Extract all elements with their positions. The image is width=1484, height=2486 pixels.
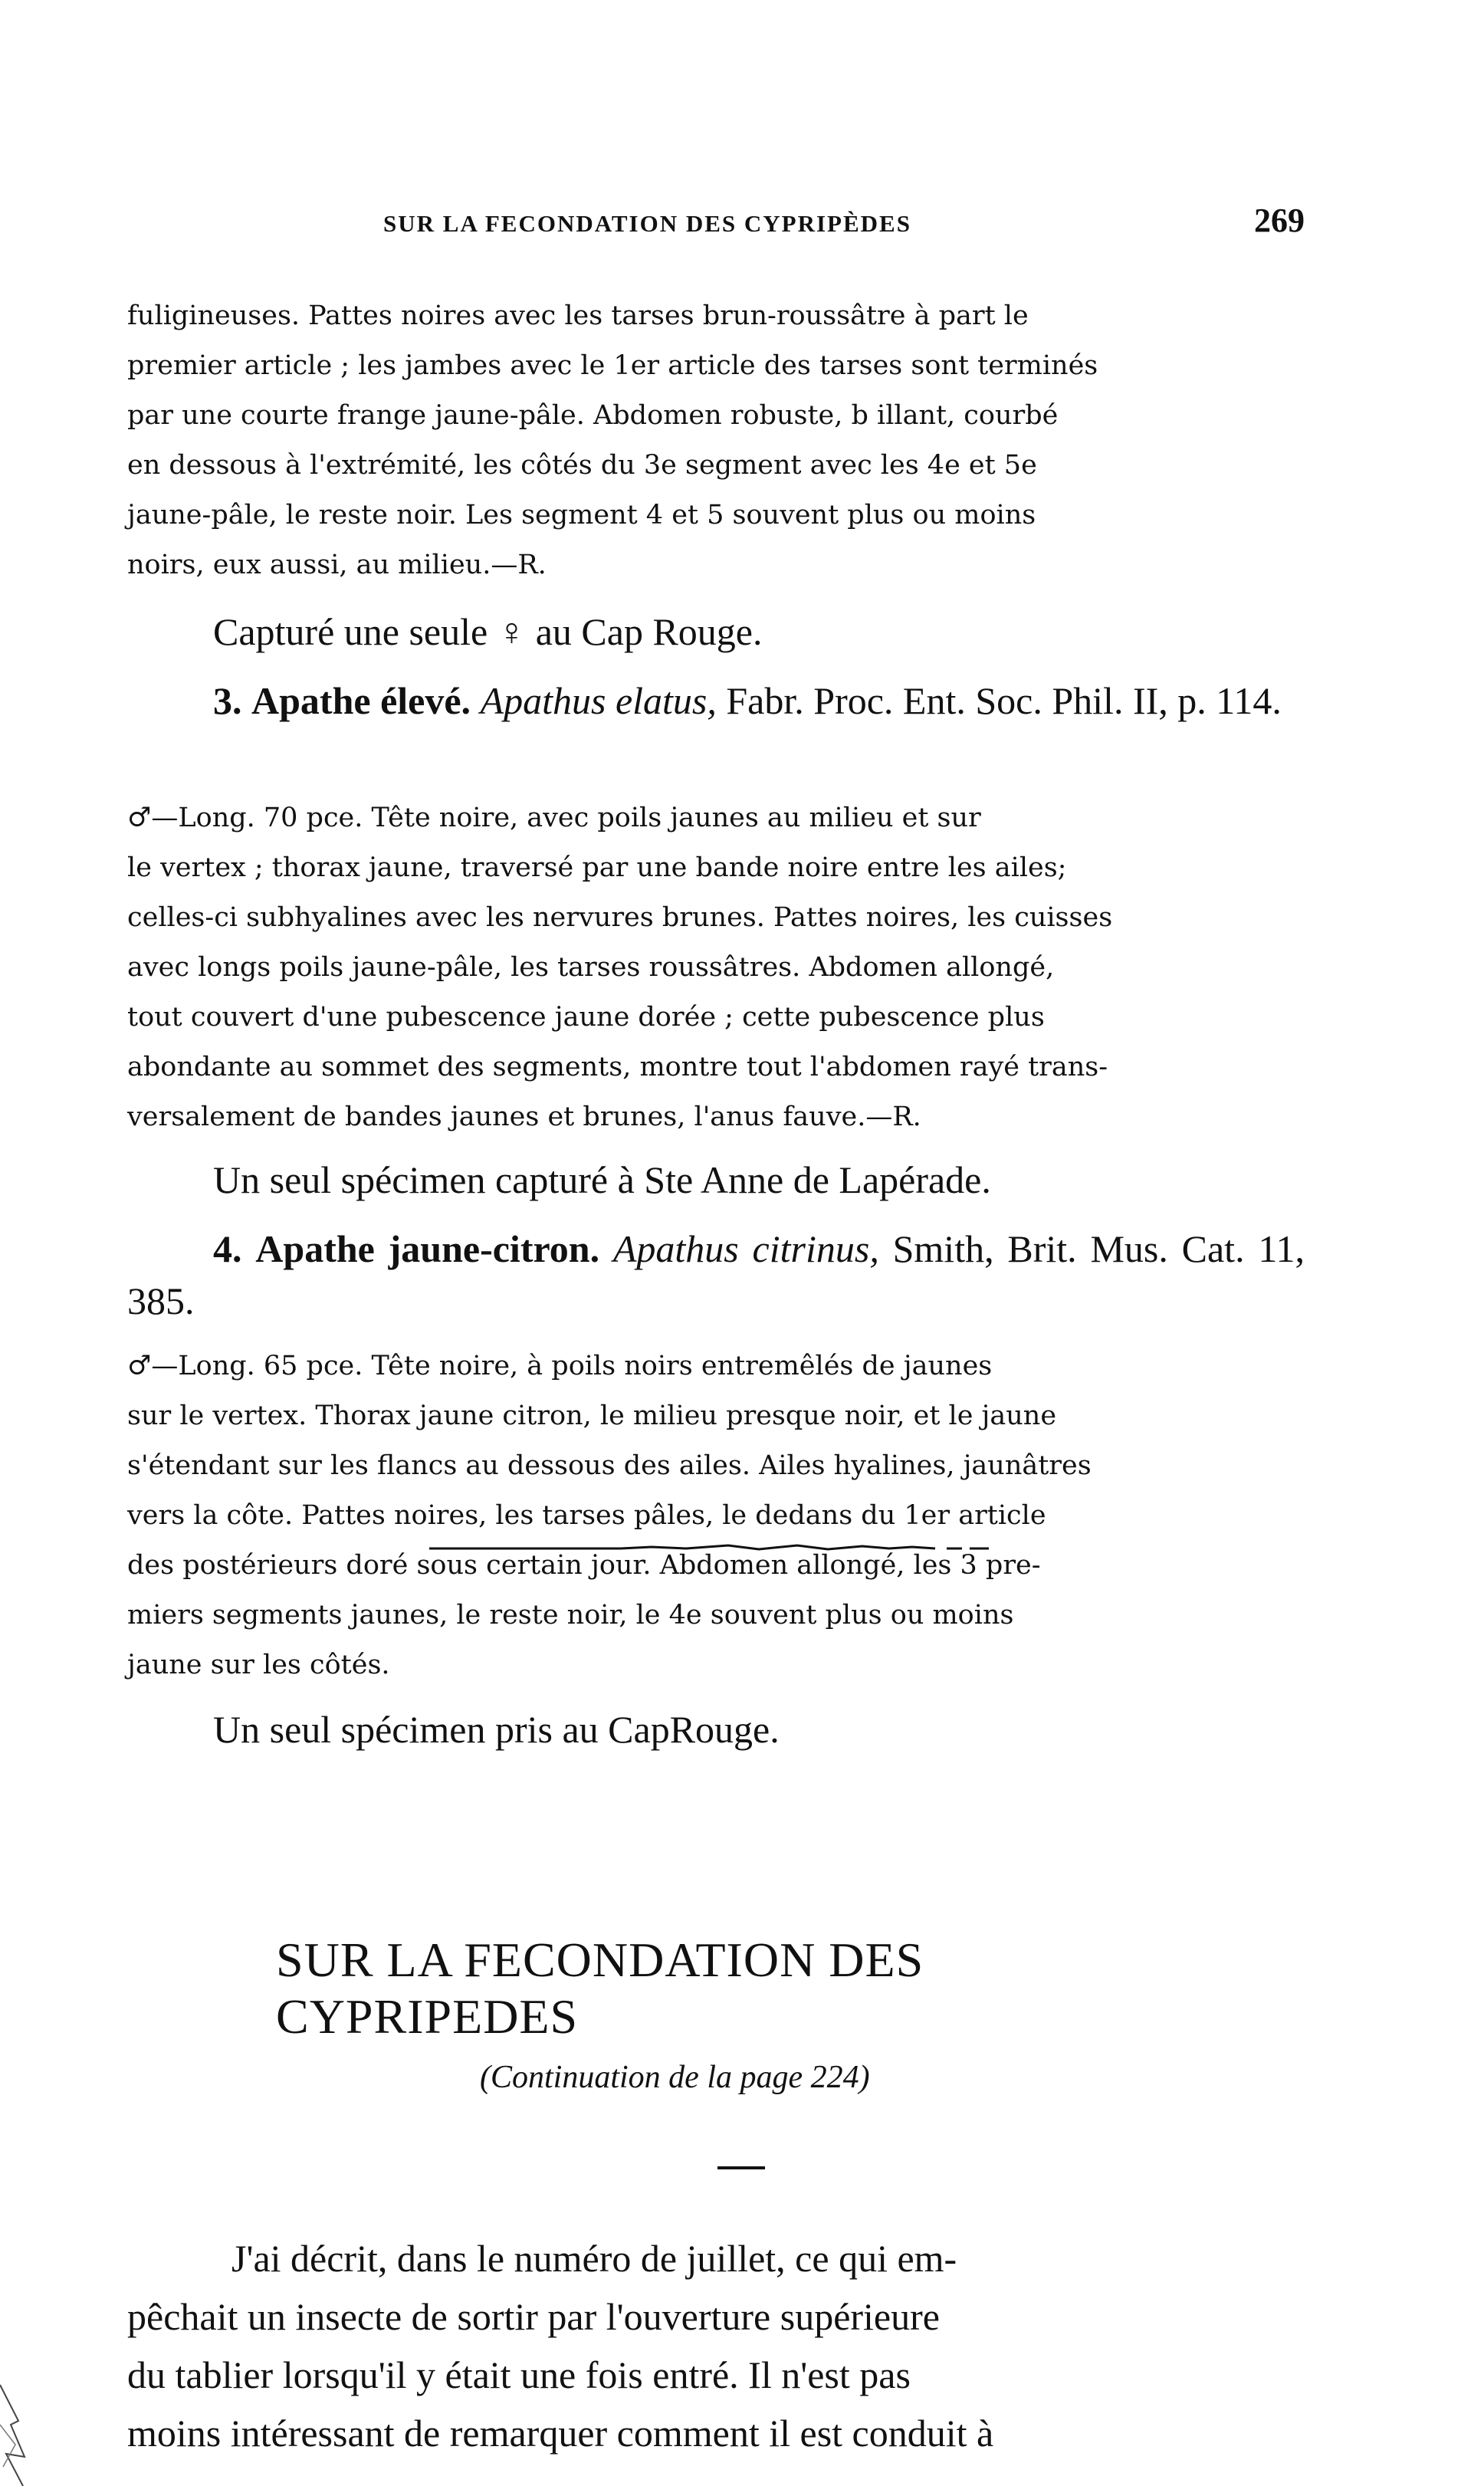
capture-note-species-4 bbox=[127, 1703, 1305, 1755]
description-line: en dessous à l'extrémité, les côtés du 3e segment avec les 4e et 5e bbox=[127, 450, 1037, 481]
species-reference: Fabr. Proc. Ent. Soc. Phil. II, p. 114. bbox=[726, 679, 1282, 722]
species-heading bbox=[127, 1223, 1305, 1327]
description-line: avec longs poils jaune-pâle, les tarses roussâtres. Abdomen allongé, bbox=[127, 952, 1055, 983]
species-reference: Smith, Brit. Mus. Cat. 11, 385. bbox=[127, 1227, 1305, 1322]
capture-note: Un seul spécimen pris au CapRouge. bbox=[213, 1708, 780, 1751]
description-line: par une courte frange jaune-pâle. Abdomen robuste, b illant, courbé bbox=[127, 400, 1059, 431]
description-line: fuligineuses. Pattes noires avec les tarses brun-roussâtre à part le bbox=[127, 300, 1029, 331]
description-line: jaune-pâle, le reste noir. Les segment 4 et 5 souvent plus ou moins bbox=[127, 500, 1036, 530]
description-line: versalement de bandes jaunes et brunes, l'anus fauve.—R. bbox=[127, 1102, 921, 1132]
species-number: 4. bbox=[213, 1227, 242, 1270]
species-3-description bbox=[127, 793, 1305, 1142]
species-common-name: Apathe élevé. bbox=[251, 679, 471, 722]
continuation-note: (Continuation de la page 224) bbox=[480, 2060, 870, 2095]
description-line: abondante au sommet des segments, montre tout l'abdomen rayé trans- bbox=[127, 1052, 1108, 1082]
species-2-description bbox=[127, 291, 1305, 590]
description-line: ♂—Long. 65 pce. Tête noire, à poils noirs entremêlés de jaunes bbox=[127, 1351, 993, 1381]
description-line: noirs, eux aussi, au milieu.—R. bbox=[127, 550, 547, 580]
page-number: 269 bbox=[1254, 202, 1305, 239]
opening-line: J'ai décrit, dans le numéro de juillet, ce qui em- bbox=[231, 2237, 957, 2280]
description-line: jaune sur les côtés. bbox=[127, 1650, 390, 1680]
description-line: s'étendant sur les flancs au dessous des ailes. Ailes hyalines, jaunâtres bbox=[127, 1450, 1092, 1481]
description-line: tout couvert d'une pubescence jaune dorée ; cette pubescence plus bbox=[127, 1002, 1045, 1033]
species-latin-name: Apathus citrinus, bbox=[612, 1227, 879, 1270]
description-line: miers segments jaunes, le reste noir, le 4e souvent plus ou moins bbox=[127, 1600, 1014, 1631]
section-divider bbox=[717, 2166, 765, 2169]
species-common-name: Apathe jaune-citron. bbox=[255, 1227, 600, 1270]
scan-edge-mark bbox=[0, 2371, 32, 2486]
species-number: 3. bbox=[213, 679, 242, 722]
opening-line: moins intéressant de remarquer comment il est conduit à bbox=[127, 2412, 994, 2455]
opening-line: pêchait un insecte de sortir par l'ouverture supérieure bbox=[127, 2295, 940, 2338]
capture-note: Un seul spécimen capturé à Ste Anne de Lapérade. bbox=[213, 1158, 991, 1201]
species-latin-name: Apathus elatus, bbox=[480, 679, 717, 722]
description-line: le vertex ; thorax jaune, traversé par une bande noire entre les ailes; bbox=[127, 852, 1067, 883]
description-line: sur le vertex. Thorax jaune citron, le milieu presque noir, et le jaune bbox=[127, 1401, 1057, 1431]
capture-note: Capturé une seule ♀ au Cap Rouge. bbox=[213, 610, 763, 653]
decorative-rule-ornament bbox=[429, 1542, 1004, 1553]
species-3-heading bbox=[127, 675, 1305, 727]
description-line: vers la côte. Pattes noires, les tarses pâles, le dedans du 1er article bbox=[127, 1500, 1046, 1531]
species-4-description bbox=[127, 1342, 1305, 1690]
description-line: premier article ; les jambes avec le 1er article des tarses sont terminés bbox=[127, 350, 1098, 381]
page-header bbox=[127, 201, 1305, 247]
capture-note-species-3 bbox=[127, 1154, 1305, 1206]
species-4-heading bbox=[127, 1223, 1305, 1327]
species-heading bbox=[127, 675, 1305, 727]
section-title: SUR LA FECONDATION DES CYPRIPEDES bbox=[276, 1933, 924, 2044]
opening-line: du tablier lorsqu'il y était une fois entré. Il n'est pas bbox=[127, 2353, 911, 2396]
description-line: des postérieurs doré sous certain jour. Abdomen allongé, les 3 pre- bbox=[127, 1550, 1041, 1581]
description-line: ♂—Long. 70 pce. Tête noire, avec poils jaunes au milieu et sur bbox=[127, 803, 981, 833]
running-title: SUR LA FECONDATION DES CYPRIPÈDES bbox=[383, 210, 911, 237]
capture-note-species-2 bbox=[127, 606, 1305, 658]
description-line: celles-ci subhyalines avec les nervures brunes. Pattes noires, les cuisses bbox=[127, 902, 1113, 933]
section-opening-paragraph bbox=[127, 2229, 1308, 2462]
